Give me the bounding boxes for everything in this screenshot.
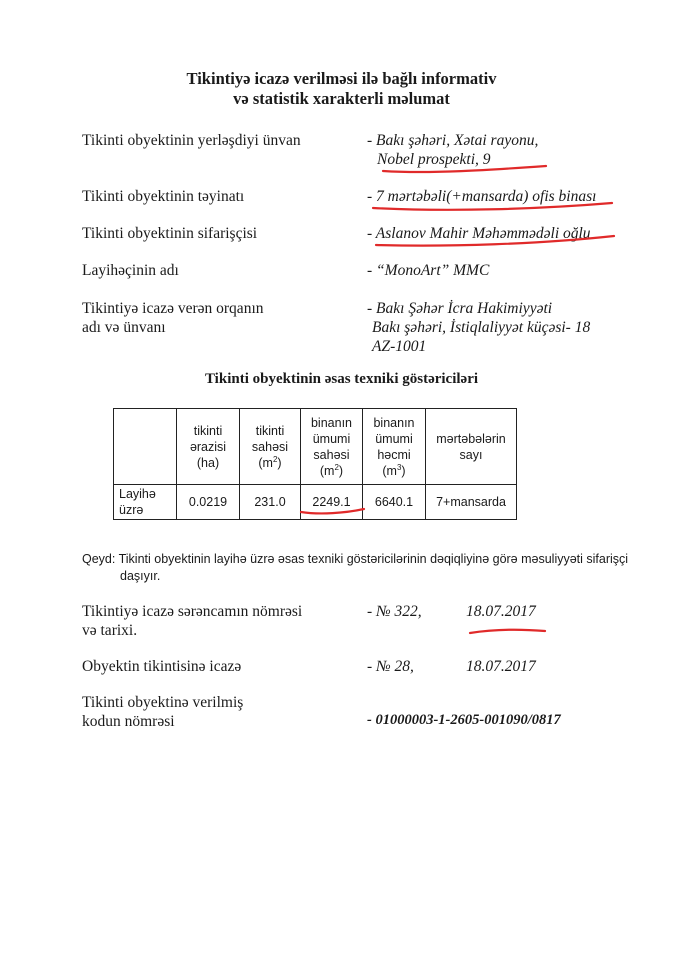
header-cell bbox=[301, 409, 363, 485]
designer-value: - “MonoArt” MMC bbox=[367, 262, 490, 279]
header-text: ) bbox=[401, 463, 406, 478]
table-header-row bbox=[114, 409, 517, 485]
code-label-line1: Tikinti obyektinə verilmiş bbox=[82, 694, 244, 711]
header-cell bbox=[363, 409, 426, 485]
header-text: (m bbox=[319, 463, 335, 478]
unit-superscript: 2 bbox=[272, 454, 278, 464]
technical-indicators-table bbox=[113, 408, 517, 520]
header-text: (m bbox=[258, 455, 273, 470]
header-text: sahəsi bbox=[313, 447, 350, 462]
authority-label-line1: Tikintiyə icazə verən orqanın bbox=[82, 300, 264, 317]
header-text: sahəsi bbox=[251, 439, 289, 454]
code-value: - 01000003-1-2605-001090/0817 bbox=[367, 712, 561, 728]
authority-value-line2: Bakı şəhəri, İstiqlaliyyət küçəsi- 18 bbox=[372, 319, 591, 336]
header-text: həcmi bbox=[377, 447, 411, 462]
header-text: (ha) bbox=[196, 455, 220, 470]
header-text: sayı bbox=[459, 447, 483, 462]
document-title-line2: və statistik xarakterli məlumat bbox=[233, 89, 450, 108]
header-text: (m bbox=[382, 463, 397, 478]
table-cell: 2249.1 bbox=[301, 485, 363, 520]
header-cell bbox=[177, 409, 240, 485]
customer-label: Tikinti obyektinin sifarişçisi bbox=[82, 225, 258, 242]
header-text: ) bbox=[338, 463, 344, 478]
table-corner-cell bbox=[114, 409, 177, 485]
order-number: - № 322, bbox=[367, 603, 422, 620]
customer-value: - Aslanov Mahir Məhəmmədəli oğlu bbox=[367, 225, 591, 242]
address-value-line2: Nobel prospekti, 9 bbox=[377, 151, 491, 168]
table-cell: 7+mansarda bbox=[426, 485, 517, 520]
construction-permit-date: 18.07.2017 bbox=[466, 658, 536, 675]
order-date: 18.07.2017 bbox=[466, 603, 536, 620]
unit-superscript: 2 bbox=[334, 462, 339, 472]
authority-label-line2: adı və ünvanı bbox=[82, 319, 166, 336]
row-label-line1: Layihə bbox=[119, 487, 156, 501]
table-title: Tikinti obyektinin əsas texniki göstəriciləri bbox=[204, 371, 479, 387]
note-line1: Qeyd: Tikinti obyektinin layihə üzrə əsas texniki göstəricilərinin dəqiqliyinə görə məsuliyyəti sifarişçi bbox=[82, 552, 629, 566]
header-text: ) bbox=[277, 455, 282, 470]
header-cell bbox=[426, 409, 517, 485]
designer-label: Layihəçinin adı bbox=[82, 262, 179, 279]
header-text: binanın bbox=[310, 415, 352, 430]
header-text: tikinti bbox=[255, 423, 285, 438]
header-text: ümumi bbox=[312, 431, 351, 446]
row-label-line2: üzrə bbox=[119, 503, 144, 517]
note-line2: daşıyır. bbox=[120, 569, 161, 583]
authority-value-line3: AZ-1001 bbox=[372, 338, 427, 355]
table-cell: 6640.1 bbox=[363, 485, 426, 520]
header-text: ərazisi bbox=[189, 439, 227, 454]
construction-permit-number: - № 28, bbox=[367, 658, 414, 675]
purpose-value: - 7 mərtəbəli(+mansarda) ofis binası bbox=[367, 188, 597, 205]
row-label-cell bbox=[114, 485, 177, 520]
header-text: tikinti bbox=[193, 423, 223, 438]
purpose-label: Tikinti obyektinin təyinatı bbox=[82, 188, 245, 205]
header-text: mərtəbələrin bbox=[436, 431, 506, 446]
underline-date bbox=[470, 630, 545, 633]
authority-value-line1: - Bakı Şəhər İcra Hakimiyyəti bbox=[367, 300, 553, 317]
table-data-row bbox=[114, 485, 517, 520]
unit-superscript: 3 bbox=[396, 462, 402, 472]
table-cell: 231.0 bbox=[240, 485, 301, 520]
table-cell: 0.0219 bbox=[177, 485, 240, 520]
header-cell bbox=[240, 409, 301, 485]
header-text: binanın bbox=[373, 415, 415, 430]
construction-permit-label: Obyektin tikintisinə icazə bbox=[82, 658, 242, 675]
address-value-line1: - Bakı şəhəri, Xətai rayonu, bbox=[367, 132, 539, 149]
order-label-line1: Tikintiyə icazə sərəncamın nömrəsi bbox=[82, 603, 303, 620]
order-label-line2: və tarixi. bbox=[82, 622, 138, 639]
document-title-line1: Tikintiyə icazə verilməsi ilə bağlı informativ bbox=[186, 69, 497, 88]
address-label: Tikinti obyektinin yerləşdiyi ünvan bbox=[82, 132, 301, 149]
header-text: ümumi bbox=[375, 431, 413, 446]
code-label-line2: kodun nömrəsi bbox=[82, 713, 175, 730]
